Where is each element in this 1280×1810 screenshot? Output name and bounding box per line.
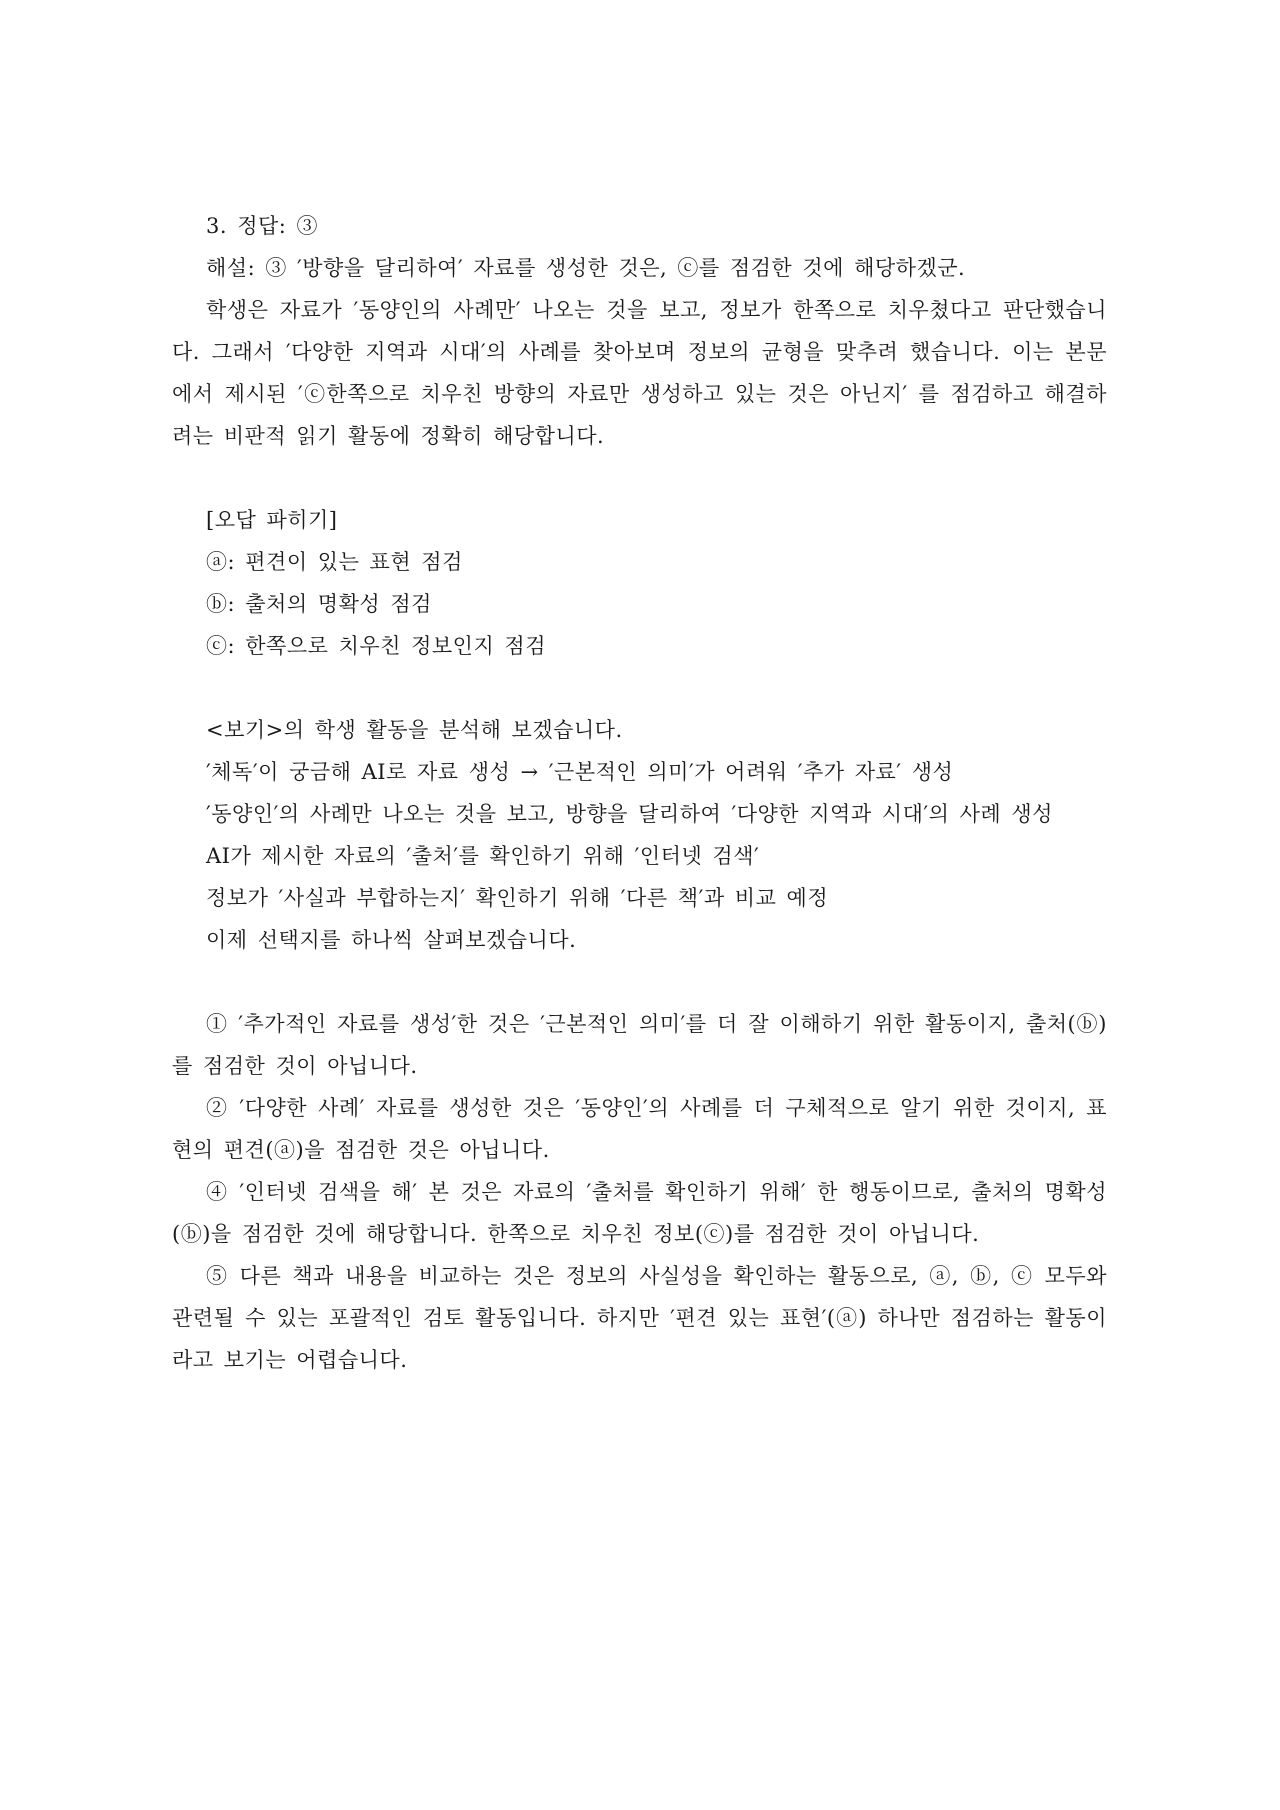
answer-explanation: 해설: ③ ′방향을 달리하여′ 자료를 생성한 것은, ⓒ를 점검한 것에 해당하겠군.	[206, 256, 966, 280]
option-2: ② ′다양한 사례′ 자료를 생성한 것은 ′동양인′의 사례를 더 구체적으로 알기 위한 것이지, 표현의 편견(ⓐ)을 점검한 것은 아닙니다.	[172, 1096, 1107, 1162]
option-1: ① ′추가적인 자료를 생성′한 것은 ′근본적인 의미′를 더 잘 이해하기 위한 활동이지, 출처(ⓑ)를 점검한 것이 아닙니다.	[172, 1012, 1107, 1078]
analysis-line: <보기>의 학생 활동을 분석해 보겠습니다.	[206, 718, 623, 742]
section-gap	[172, 457, 1107, 499]
analysis-line: 정보가 ′사실과 부합하는지′ 확인하기 위해 ′다른 책′과 비교 예정	[206, 886, 829, 910]
option-5: ⑤ 다른 책과 내용을 비교하는 것은 정보의 사실성을 확인하는 활동으로, ⓐ, ⓑ, ⓒ 모두와 관련될 수 있는 포괄적인 검토 활동입니다. 하지만 ′편견 있는 표현′(ⓐ) 하나만 점검하는 활동이라고 보기는 어렵습니다.	[172, 1264, 1107, 1372]
analysis-line: AI가 제시한 자료의 ′출처′를 확인하기 위해 ′인터넷 검색′	[206, 844, 760, 868]
section-gap	[172, 667, 1107, 709]
analysis-line: 이제 선택지를 하나씩 살펴보겠습니다.	[206, 928, 577, 952]
answer-body: 학생은 자료가 ′동양인의 사례만′ 나오는 것을 보고, 정보가 한쪽으로 치우쳤다고 판단했습니다. 그래서 ′다양한 지역과 시대′의 사례를 찾아보며 정보의 균형을 맞추려 했습니다. 이는 본문에서 제시된 ′ⓒ한쪽으로 치우친 방향의 자료만 생성하고 있는 것은 아닌지′ 를 점검하고 해결하려는 비판적 읽기 활동에 정확히 해당합니다.	[172, 298, 1107, 448]
analysis-line: ′체독′이 궁금해 AI로 자료 생성 → ′근본적인 의미′가 어려워 ′추가 자료′ 생성	[206, 760, 954, 784]
analysis-line: ′동양인′의 사례만 나오는 것을 보고, 방향을 달리하여 ′다양한 지역과 시대′의 사례 생성	[206, 802, 1053, 826]
option-4: ④ ′인터넷 검색을 해′ 본 것은 자료의 ′출처를 확인하기 위해′ 한 행동이므로, 출처의 명확성(ⓑ)을 점검한 것에 해당합니다. 한쪽으로 치우친 정보(ⓒ)를 점검한 것이 아닙니다.	[172, 1180, 1107, 1246]
document-content	[172, 205, 1107, 1381]
wrong-answer-item-a: ⓐ: 편견이 있는 표현 점검	[206, 550, 463, 574]
wrong-answer-item-b: ⓑ: 출처의 명확성 점검	[206, 592, 432, 616]
wrong-answer-item-c: ⓒ: 한쪽으로 치우친 정보인지 점검	[206, 634, 546, 658]
answer-heading: 3. 정답: ③	[206, 214, 319, 238]
wrong-answers-title: [오답 파히기]	[206, 508, 338, 532]
section-gap	[172, 961, 1107, 1003]
